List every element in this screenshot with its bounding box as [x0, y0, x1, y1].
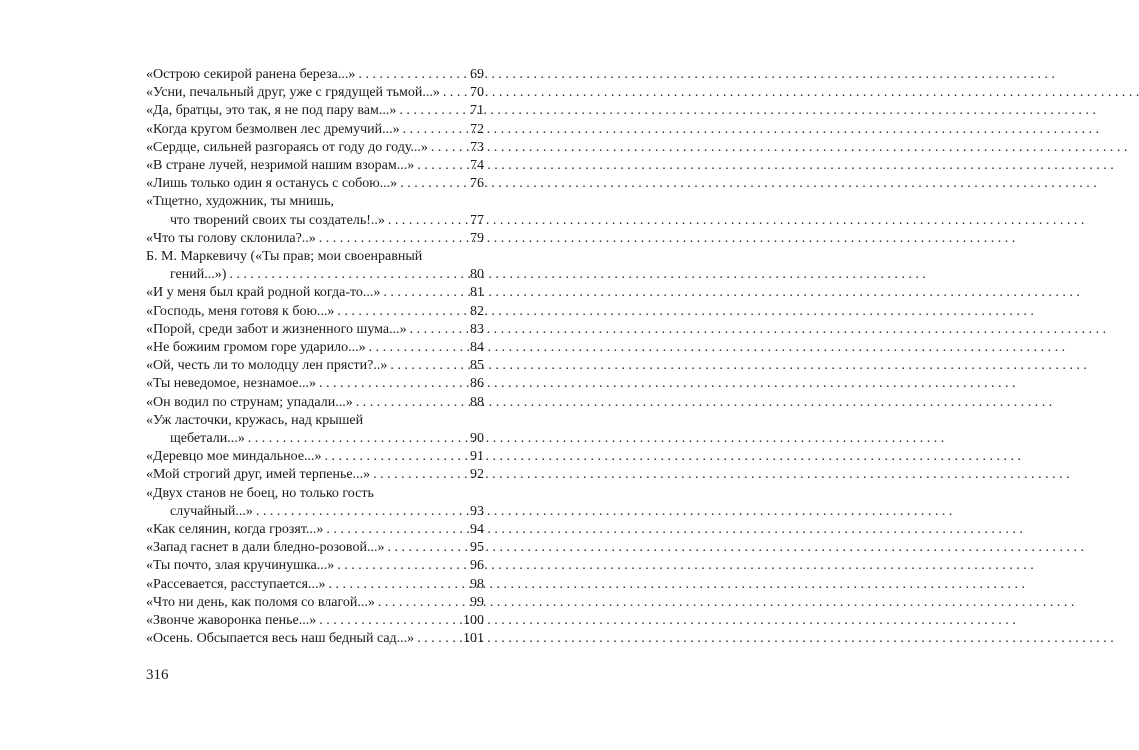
- toc-entry-title: «Рассевается, расступается...»: [146, 576, 326, 592]
- toc-entry-title: Б. М. Маркевичу («Ты прав; мои своенравный: [146, 249, 423, 265]
- toc-entry: [146, 139, 484, 157]
- dot-leader: [431, 139, 469, 157]
- toc-entry-page: 85: [470, 358, 484, 374]
- toc-entry-title: «Он водил по струнам; упадали...»: [146, 394, 353, 410]
- toc-entry-title: «Ты неведомое, незнамое...»: [146, 376, 316, 392]
- toc-entry-title: «Мой строгий друг, имей терпенье...»: [146, 467, 371, 483]
- toc-entry: [146, 448, 484, 466]
- dot-leader: [399, 102, 469, 120]
- dot-leader: [358, 66, 469, 84]
- toc-entry-title: «Порой, среди забот и жизненного шума...»: [146, 321, 407, 337]
- toc-entry-page: 69: [470, 67, 484, 82]
- toc-entry: [146, 576, 484, 594]
- toc-entry: [146, 394, 484, 412]
- toc-entry-title: «Когда кругом безмолвен лес дремучий...»: [146, 121, 400, 137]
- toc-entry-title: «И у меня был край родной когда-то...»: [146, 285, 381, 301]
- toc-entry-page: 98: [470, 576, 484, 592]
- toc-entry-title: «Ты почто, злая кручинушка...»: [146, 558, 335, 574]
- toc-entry-page: 90: [470, 431, 484, 447]
- toc-entry: [146, 303, 484, 321]
- toc-entry-title: «Осень. Обсыпается весь наш бедный сад...»: [146, 631, 415, 647]
- dot-leader: [329, 576, 469, 594]
- toc-entry-title: щебетали...»: [170, 431, 245, 447]
- dot-leader: [417, 157, 469, 175]
- toc-entry: [146, 193, 484, 229]
- toc-entry-title: «Тщетно, художник, ты мнишь,: [146, 194, 334, 210]
- toc-entry-page: 77: [470, 212, 484, 228]
- toc-entry-page: 101: [463, 631, 484, 647]
- toc-entry-title: «В стране лучей, незримой нашим взорам...»: [146, 158, 415, 174]
- page-number: 316: [146, 667, 169, 683]
- toc-entry-title: «Запад гаснет в дали бледно-розовой...»: [146, 540, 385, 556]
- dot-leader: [417, 630, 462, 648]
- toc-entry-continuation: [146, 266, 484, 284]
- toc-entry-page: 72: [470, 121, 484, 137]
- toc-entry-title: «Не божиим громом горе ударило...»: [146, 340, 366, 356]
- dot-leader: [400, 175, 469, 193]
- toc-entry-page: 99: [470, 594, 484, 610]
- toc-entry: [146, 102, 484, 120]
- dot-leader: [229, 266, 469, 284]
- toc-entry-title: «Ой, честь ли то молодцу лен прясти?..»: [146, 358, 388, 374]
- toc-entry-title: «Острою секирой ранена береза...»: [146, 67, 356, 82]
- toc-entry: [146, 321, 484, 339]
- dot-leader: [248, 430, 469, 448]
- toc-entry-title: что творений своих ты создатель!..»: [170, 212, 385, 228]
- toc-entry-title: «Как селянин, когда грозят...»: [146, 522, 324, 538]
- toc-entry-page: 92: [470, 467, 484, 483]
- toc-entry: [146, 375, 484, 393]
- toc-entry-title: «Уж ласточки, кружась, над крышей: [146, 412, 364, 428]
- toc-entry-title: «Что ты голову склонила?..»: [146, 230, 316, 246]
- toc-entry-title: «Господь, меня готовя к бою...»: [146, 303, 335, 319]
- toc-entry-page: 88: [470, 394, 484, 410]
- toc-entry-page: 93: [470, 503, 484, 519]
- toc-entry-page: 71: [470, 103, 484, 119]
- toc-entry: [146, 230, 484, 248]
- dot-leader: [319, 230, 469, 248]
- toc-entry-title: «Усни, печальный друг, уже с грядущей тьмой...»: [146, 85, 440, 101]
- toc-entry-title: «Да, братцы, это так, я не под пару вам...»: [146, 103, 397, 119]
- table-of-contents: [146, 66, 484, 649]
- toc-entry-continuation: [146, 212, 484, 230]
- toc-entry-page: 76: [470, 176, 484, 192]
- toc-entry-page: 73: [470, 139, 484, 155]
- toc-entry-page: 84: [470, 340, 484, 356]
- toc-entry-title: случайный...»: [170, 503, 253, 519]
- toc-entry-page: 94: [470, 522, 484, 538]
- toc-entry-page: 86: [470, 376, 484, 392]
- toc-entry: [146, 121, 484, 139]
- dot-leader: [383, 284, 469, 302]
- toc-entry-title: «Лишь только один я останусь с собою...»: [146, 176, 398, 192]
- toc-entry-page: 82: [470, 303, 484, 319]
- toc-entry-title: «Что ни день, как поломя со влагой...»: [146, 594, 375, 610]
- dot-leader: [369, 339, 469, 357]
- dot-leader: [337, 557, 469, 575]
- toc-entry: [146, 485, 484, 521]
- toc-entry-page: 83: [470, 321, 484, 337]
- dot-leader: [256, 503, 469, 521]
- toc-entry: [146, 557, 484, 575]
- toc-entry-page: 96: [470, 558, 484, 574]
- toc-entry-continuation: [146, 503, 484, 521]
- toc-entry: [146, 248, 484, 284]
- toc-entry-page: 79: [470, 230, 484, 246]
- toc-entry: [146, 339, 484, 357]
- dot-leader: [387, 539, 469, 557]
- dot-leader: [356, 394, 469, 412]
- toc-entry-page: 100: [463, 613, 484, 629]
- dot-leader: [373, 466, 469, 484]
- toc-entry: [146, 157, 484, 175]
- dot-leader: [319, 612, 462, 630]
- dot-leader: [388, 212, 469, 230]
- toc-entry-title: «Звонче жаворонка пенье...»: [146, 613, 317, 629]
- toc-entry: [146, 521, 484, 539]
- dot-leader: [325, 448, 469, 466]
- toc-entry: [146, 630, 484, 648]
- dot-leader: [390, 357, 469, 375]
- toc-entry: [146, 539, 484, 557]
- toc-entry: [146, 66, 484, 84]
- toc-entry: [146, 84, 484, 102]
- toc-entry-title: «Двух станов не боец, но только гость: [146, 485, 374, 501]
- toc-entry: [146, 594, 484, 612]
- toc-entry-title: «Деревцо мое миндальное...»: [146, 449, 322, 465]
- toc-entry: [146, 466, 484, 484]
- toc-entry-title: «Сердце, сильней разгораясь от году до году...»: [146, 139, 428, 155]
- toc-entry-page: 81: [470, 285, 484, 301]
- dot-leader: [403, 121, 469, 139]
- toc-entry-page: 74: [470, 158, 484, 174]
- toc-entry-page: 70: [470, 85, 484, 101]
- dot-leader: [319, 375, 469, 393]
- toc-entry-page: 95: [470, 540, 484, 556]
- dot-leader: [326, 521, 469, 539]
- toc-entry: [146, 612, 484, 630]
- toc-entry-continuation: [146, 430, 484, 448]
- toc-entry-page: 91: [470, 449, 484, 465]
- toc-entry: [146, 412, 484, 448]
- dot-leader: [443, 84, 469, 102]
- toc-entry-title: гений...»): [170, 267, 227, 283]
- dot-leader: [410, 321, 469, 339]
- toc-entry: [146, 175, 484, 193]
- toc-entry: [146, 284, 484, 302]
- dot-leader: [378, 594, 469, 612]
- dot-leader: [337, 303, 469, 321]
- toc-entry-page: 80: [470, 267, 484, 283]
- toc-entry: [146, 357, 484, 375]
